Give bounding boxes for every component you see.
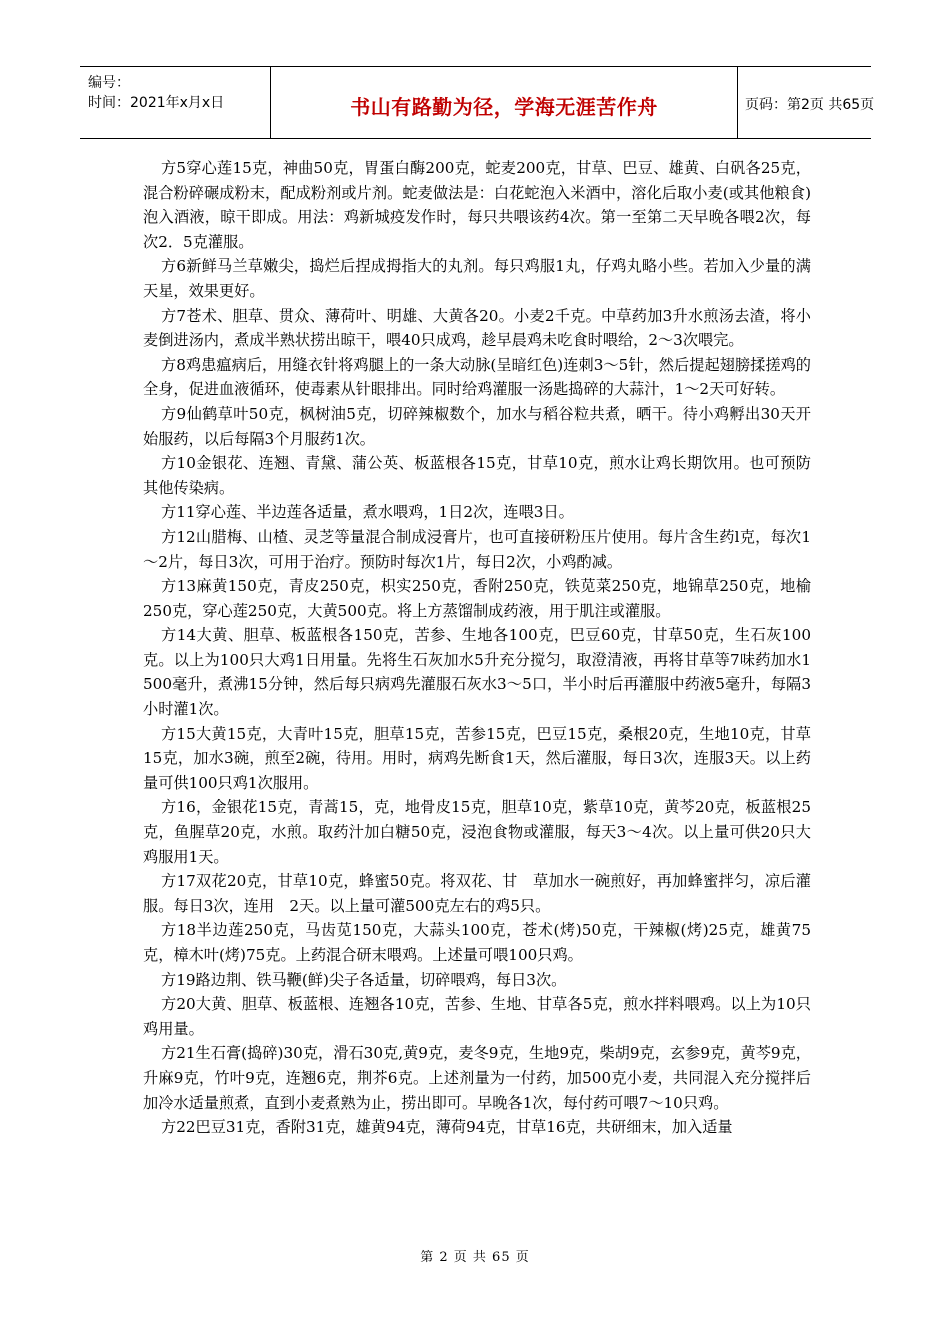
paragraph: 方20大黄、胆草、板蓝根、连翘各10克，苦参、生地、甘草各5克，煎水拌料喂鸡。以上为10只鸡用量。 (143, 995, 811, 1038)
page-footer: 第 2 页 共 65 页 (420, 1250, 530, 1265)
paragraph: 方18半边莲250克，马齿苋150克，大蒜头100克，苍术(烤)50克，干辣椒(烤)25克，雄黄75克，樟木叶(烤)75克。上药混合研末喂鸡。上述量可喂100只鸡。 (143, 921, 811, 964)
paragraph: 方11穿心莲、半边莲各适量，煮水喂鸡，1日2次，连喂3日。 (161, 503, 574, 522)
paragraph: 方10金银花、连翘、青黛、蒲公英、板蓝根各15克，甘草10克，煎水让鸡长期饮用。也可预防其他传染病。 (143, 454, 811, 497)
paragraph: 方6新鲜马兰草嫩尖，捣烂后捏成拇指大的丸剂。每只鸡服1丸，仔鸡丸略小些。若加入少量的满天星，效果更好。 (143, 257, 811, 300)
paragraph: 方14大黄、胆草、板蓝根各150克，苦参、生地各100克，巴豆60克，甘草50克，生石灰100克。以上为100只大鸡1日用量。先将生石灰加水5升充分搅匀，取澄清液，再将甘草等7味药加水1 500毫升，煮沸15分钟，然后每只病鸡先灌服石灰水3～5口，半小时后再灌服中药液5毫升，每隔3小时灌1次。 (143, 626, 811, 719)
header-motto-cell (270, 67, 738, 138)
paragraph: 方21生石膏(捣碎)30克，滑石30克,黄9克，麦冬9克，生地9克，柴胡9克，玄参9克，黄芩9克，升麻9克，竹叶9克，连翘6克，荆芥6克。上述剂量为一付药，加500克小麦，共同混入充分搅拌后加冷水适量煎煮，直到小麦煮熟为止，捞出即可。早晚各1次，每付药可喂7～10只鸡。 (143, 1044, 811, 1112)
paragraph: 方17双花20克，甘草10克，蜂蜜50克。将双花、甘 草加水一碗煎好，再加蜂蜜拌匀，凉后灌服。每日3次，连用 2天。以上量可灌500克左右的鸡5只。 (143, 872, 811, 915)
page-header (80, 66, 875, 139)
paragraph: 方13麻黄150克，青皮250克，枳实250克，香附250克，铁苋菜250克，地锦草250克，地榆250克，穿心莲250克，大黄500克。将上方蒸馏制成药液，用于肌注或灌服。 (143, 577, 811, 620)
paragraph: 方15大黄15克，大青叶15克，胆草15克，苦参15克，巴豆15克，桑根20克，生地10克，甘草15克，加水3碗，煎至2碗，待用。用时，病鸡先断食1天，然后灌服，每日3次，连服3天。以上药量可供100只鸡1次服用。 (143, 724, 811, 792)
paragraph: 方9仙鹤草叶50克，枫树油5克，切碎辣椒数个，加水与稻谷粒共煮，晒干。待小鸡孵出30天开始服药，以后每隔3个月服药1次。 (143, 404, 811, 448)
header-meta-cell (80, 67, 270, 138)
header-page-info: 页码：第2页 共65页 (745, 97, 875, 113)
document-time-label: 时间：2021年x月x日 (88, 95, 225, 111)
header-page-cell (737, 67, 875, 138)
header-motto: 书山有路勤为径，学海无涯苦作舟 (350, 95, 658, 119)
paragraph: 方7苍术、胆草、贯众、薄荷叶、明雄、大黄各20。小麦2千克。中草药加3升水煎汤去渣，将小麦倒进汤内，煮成半熟状捞出晾干，喂40只成鸡，趁早晨鸡未吃食时喂给，2～3次喂完。 (143, 306, 811, 350)
paragraph: 方22巴豆31克，香附31克，雄黄94克，薄荷94克，甘草16克，共研细末，加入适量 (161, 1118, 733, 1137)
document-body (143, 156, 811, 1140)
paragraph: 方19路边荆、铁马鞭(鲜)尖子各适量，切碎喂鸡，每日3次。 (161, 970, 567, 989)
paragraph: 方16，金银花15克，青蒿15，克，地骨皮15克，胆草10克，紫草10克，黄芩20克，板蓝根25克，鱼腥草20克，水煎。取药汁加白糖50克，浸泡食物或灌服，每天3～4次。以上量可供20只大鸡服用1天。 (143, 798, 811, 866)
paragraph: 方5穿心莲15克，神曲50克，胃蛋白酶200克，蛇麦200克，甘草、巴豆、雄黄、白矾各25克，混合粉碎碾成粉末，配成粉剂或片剂。蛇麦做法是：白花蛇泡入米酒中，溶化后取小麦(或其他粮食)泡入酒液，晾干即成。用法：鸡新城疫发作时，每只共喂该药4次。第一至第二天早晚各喂2次，每次2．5克灌服。 (143, 159, 811, 251)
paragraph: 方12山腊梅、山楂、灵芝等量混合制成浸膏片，也可直接研粉压片使用。每片含生药l克，每次1～2片，每日3次，可用于治疗。预防时每次1片，每日2次，小鸡酌减。 (143, 527, 811, 571)
document-number-label: 编号： (88, 75, 130, 91)
paragraph: 方8鸡患瘟病后，用缝衣针将鸡腿上的一条大动脉(呈暗红色)连刺3～5针，然后提起翅膀揉搓鸡的全身，促进血液循环，使毒素从针眼排出。同时给鸡灌服一汤匙捣碎的大蒜汁，1～2天可好转。 (143, 355, 811, 399)
